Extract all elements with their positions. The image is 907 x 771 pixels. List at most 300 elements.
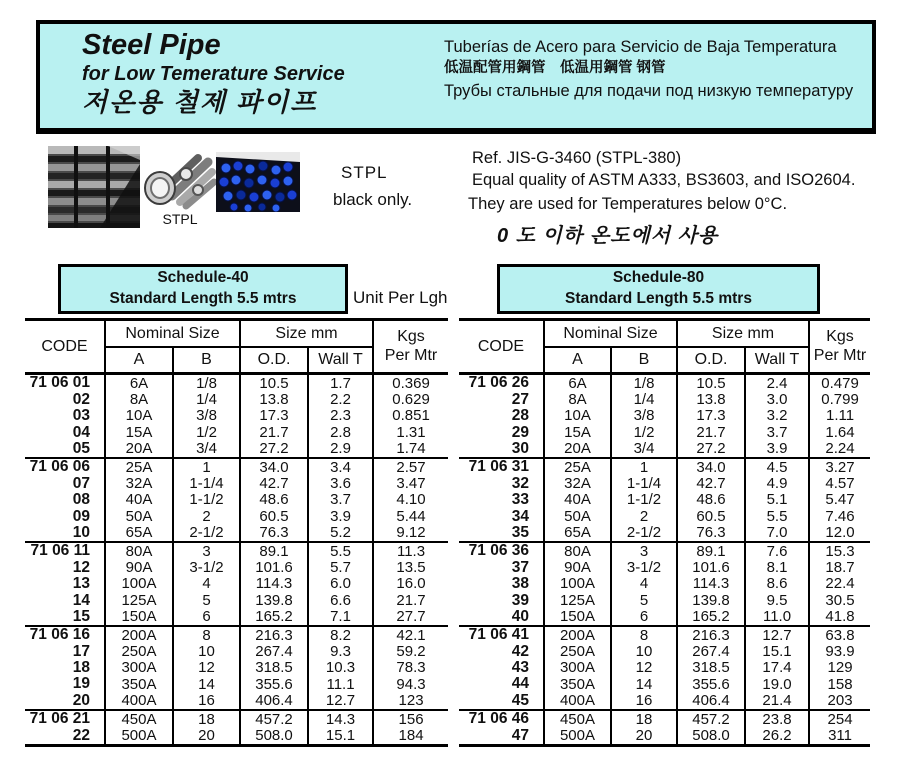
code-cell: 03 [72,407,90,425]
kgs-per-mtr-cell: 22.4 [809,576,870,592]
code-cell: 17 [72,642,90,660]
subtitle-russian: Трубы стальные для подачи под низкую температуру [444,82,854,101]
wall-t-cell: 14.3 [308,710,373,727]
pipe-table-row [25,710,448,727]
code-cell: 71 06 31 [459,458,544,475]
nominal-a-cell: 350A [544,676,611,692]
nominal-b-cell: 6 [173,608,240,625]
pipe-table-row [25,727,448,745]
kgs-per-mtr-cell: 5.44 [373,508,448,524]
nominal-b-cell: 18 [173,710,240,727]
pipe-table-row [25,559,448,575]
kgs-per-mtr-cell: 0.479 [809,374,870,392]
kgs-per-mtr-cell: 12.0 [809,525,870,542]
size-mm-header: Size mm [240,320,373,348]
kgs-per-mtr-cell: 129 [809,660,870,676]
subtitle-spanish: Tuberías de Acero para Servicio de Baja Temperatura [444,38,837,56]
nominal-a-cell: 8A [105,391,173,407]
code-cell: 14 [72,591,90,609]
wall-t-cell: 7.0 [745,525,809,542]
pipe-table-row [459,508,870,524]
code-cell: 42 [511,642,529,660]
nominal-a-cell: 100A [544,576,611,592]
od-cell: 34.0 [677,458,745,475]
od-cell: 17.3 [677,408,745,424]
stpl-grade-label: STPL [341,163,388,182]
code-cell: 71 06 11 [25,542,105,559]
nominal-b-cell: 3/4 [173,441,240,458]
nominal-size-header: Nominal Size [105,320,240,348]
ref-equal-quality-line: Equal quality of ASTM A333, BS3603, and ISO2604. [472,171,856,189]
code-cell: 38 [511,575,529,593]
pipe-table-row [25,408,448,424]
kgs-per-mtr-cell: 27.7 [373,608,448,625]
kgs-per-mtr-cell: 63.8 [809,626,870,643]
od-cell: 21.7 [677,424,745,440]
kgs-per-mtr-cell: 78.3 [373,660,448,676]
nominal-a-cell: 125A [544,592,611,608]
nominal-a-cell: 15A [105,424,173,440]
code-cell: 19 [72,675,90,693]
kgs-per-mtr-cell: 94.3 [373,676,448,692]
pipe-table-row [25,492,448,508]
nominal-b-cell: 1/4 [611,391,677,407]
nominal-b-cell: 6 [611,608,677,625]
schedule40-length: Standard Length 5.5 mtrs [109,290,297,307]
nominal-a-cell: 125A [105,592,173,608]
nominal-a-cell: 450A [544,710,611,727]
nominal-a-cell: 300A [105,660,173,676]
nominal-a-cell: 15A [544,424,611,440]
od-cell: 60.5 [677,508,745,524]
pipe-table-row [25,525,448,542]
od-cell: 76.3 [677,525,745,542]
nominal-b-cell: 1/2 [173,424,240,440]
code-cell: 05 [72,440,90,457]
nominal-a-cell: 90A [544,559,611,575]
pipe-table-row [25,676,448,692]
code-cell: 09 [72,507,90,525]
pipe-table-row [459,391,870,407]
kgs-per-mtr-cell: 0.629 [373,391,448,407]
nominal-size-header: Nominal Size [544,320,677,348]
od-cell: 17.3 [240,408,308,424]
schedule40-title: Schedule-40 [157,269,249,287]
nominal-b-cell: 1-1/2 [611,492,677,508]
nominal-b-cell: 16 [611,692,677,709]
nominal-a-cell: 20A [544,441,611,458]
nominal-a-cell: 25A [105,458,173,475]
pipe-table-row [459,408,870,424]
code-cell: 02 [72,390,90,408]
nominal-b-cell: 12 [173,660,240,676]
kgs-per-mtr-cell: 11.3 [373,542,448,559]
code-cell: 28 [511,407,529,425]
kgs-per-mtr-cell: 1.31 [373,424,448,440]
kgs-per-mtr-cell: 9.12 [373,525,448,542]
page-title-korean: 저온용 철제 파이프 [82,86,318,117]
schedule80-header-box [497,264,820,314]
nominal-b-cell: 1-1/4 [173,475,240,491]
pipe-table-row [25,374,448,392]
od-cell: 318.5 [240,660,308,676]
wall-t-cell: 2.8 [308,424,373,440]
nominal-b-cell: 2-1/2 [611,525,677,542]
code-cell: 71 06 36 [459,542,544,559]
wall-t-cell: 26.2 [745,727,809,745]
nominal-a-cell: 65A [544,525,611,542]
pipe-table-row [459,676,870,692]
nominal-b-cell: 20 [611,727,677,745]
wall-t-cell: 3.2 [745,408,809,424]
nominal-a-cell: 40A [544,492,611,508]
schedule40-table [25,318,448,747]
nominal-a-cell: 32A [544,475,611,491]
od-cell: 267.4 [240,643,308,659]
nominal-b-cell: 3-1/2 [173,559,240,575]
kgs-per-mtr-cell: 18.7 [809,559,870,575]
wall-t-cell: 2.2 [308,391,373,407]
od-cell: 89.1 [240,542,308,559]
wall-t-cell: 12.7 [745,626,809,643]
pipe-table-row [459,576,870,592]
kgs-per-mtr-cell: 311 [809,727,870,745]
pipe-table-row [459,660,870,676]
kgs-per-mtr-cell: 1.74 [373,441,448,458]
kgs-per-mtr-cell: 203 [809,692,870,709]
wall-t-header: Wall T [308,347,373,374]
kgs-per-mtr-cell: 16.0 [373,576,448,592]
wall-t-cell: 3.9 [308,508,373,524]
od-cell: 42.7 [677,475,745,491]
code-cell: 34 [511,507,529,525]
wall-t-cell: 9.3 [308,643,373,659]
stpl-color-note: black only. [333,190,413,209]
code-cell: 07 [72,474,90,492]
nominal-b-cell: 3-1/2 [611,559,677,575]
pipe-table-row [25,424,448,440]
kgs-per-mtr-cell: 21.7 [373,592,448,608]
nominal-a-cell: 500A [544,727,611,745]
nominal-b-header: B [173,347,240,374]
kgs-per-mtr-cell: 1.64 [809,424,870,440]
kgs-per-mtr-cell: 59.2 [373,643,448,659]
nominal-b-cell: 1-1/4 [611,475,677,491]
pipe-table-row [459,525,870,542]
wall-t-cell: 3.4 [308,458,373,475]
od-header: O.D. [240,347,308,374]
wall-t-cell: 5.5 [745,508,809,524]
wall-t-cell: 23.8 [745,710,809,727]
pipe-table-row [459,542,870,559]
kgs-per-mtr-cell: 184 [373,727,448,745]
kgs-per-mtr-cell: 93.9 [809,643,870,659]
pipe-table-row [25,475,448,491]
nominal-b-cell: 16 [173,692,240,709]
code-cell: 40 [511,607,529,625]
od-cell: 27.2 [240,441,308,458]
od-cell: 139.8 [240,592,308,608]
nominal-a-cell: 6A [105,374,173,392]
wall-t-header: Wall T [745,347,809,374]
od-cell: 27.2 [677,441,745,458]
wall-t-cell: 2.4 [745,374,809,392]
wall-t-cell: 2.3 [308,408,373,424]
nominal-a-cell: 100A [105,576,173,592]
nominal-b-cell: 10 [173,643,240,659]
nominal-a-cell: 50A [105,508,173,524]
wall-t-cell: 15.1 [308,727,373,745]
kgs-per-mtr-cell: 13.5 [373,559,448,575]
ref-usage-line: They are used for Temperatures below 0°C. [468,195,788,213]
nominal-a-header: A [105,347,173,374]
od-cell: 13.8 [677,391,745,407]
code-cell: 71 06 46 [459,710,544,727]
kgs-per-mtr-cell: 7.46 [809,508,870,524]
od-cell: 34.0 [240,458,308,475]
nominal-b-cell: 8 [173,626,240,643]
nominal-b-cell: 3 [611,542,677,559]
od-cell: 406.4 [677,692,745,709]
wall-t-cell: 5.7 [308,559,373,575]
od-cell: 114.3 [240,576,308,592]
nominal-a-header: A [544,347,611,374]
pipe-table-row [459,710,870,727]
kgs-per-mtr-cell: 158 [809,676,870,692]
code-cell: 35 [511,523,529,541]
code-cell: 43 [511,659,529,677]
pipe-table-row [25,692,448,709]
nominal-b-cell: 1 [611,458,677,475]
nominal-b-cell: 1/8 [611,374,677,392]
code-cell: 15 [72,607,90,625]
nominal-b-cell: 4 [611,576,677,592]
nominal-a-cell: 400A [105,692,173,709]
nominal-b-cell: 1-1/2 [173,492,240,508]
schedule80-length: Standard Length 5.5 mtrs [565,290,752,307]
kgs-per-mtr-cell: 15.3 [809,542,870,559]
pipe-table-row [459,492,870,508]
od-header: O.D. [677,347,745,374]
wall-t-cell: 3.7 [308,492,373,508]
od-cell: 48.6 [240,492,308,508]
code-cell: 10 [72,523,90,541]
pipe-table-row [459,441,870,458]
nominal-b-cell: 12 [611,660,677,676]
code-cell: 37 [511,558,529,576]
schedule80-title: Schedule-80 [612,269,705,287]
pipe-table-row [459,592,870,608]
kgs-per-mtr-cell: 4.57 [809,475,870,491]
nominal-b-cell: 8 [611,626,677,643]
pipe-table-row [459,559,870,575]
od-cell: 165.2 [240,608,308,625]
pipe-table-row [459,626,870,643]
kgs-per-mtr-cell: 1.11 [809,408,870,424]
od-cell: 355.6 [677,676,745,692]
nominal-b-cell: 1/2 [611,424,677,440]
nominal-a-cell: 150A [544,608,611,625]
nominal-a-cell: 450A [105,710,173,727]
pipe-table-row [459,458,870,475]
code-cell: 12 [72,558,90,576]
page-subtitle-en: for Low Temerature Service [82,62,345,85]
code-cell: 08 [72,491,90,509]
page-title: Steel Pipe [82,29,221,61]
wall-t-cell: 5.5 [308,542,373,559]
nominal-a-cell: 10A [544,408,611,424]
nominal-a-cell: 6A [544,374,611,392]
kgs-per-mtr-cell: 254 [809,710,870,727]
kgs-per-mtr-cell: 123 [373,692,448,709]
wall-t-cell: 8.1 [745,559,809,575]
nominal-b-cell: 18 [611,710,677,727]
nominal-a-cell: 80A [105,542,173,559]
od-cell: 406.4 [240,692,308,709]
schedule40-header-box [58,264,348,314]
kgs-per-mtr-cell: 2.57 [373,458,448,475]
od-cell: 139.8 [677,592,745,608]
wall-t-cell: 15.1 [745,643,809,659]
pipe-table-row [459,475,870,491]
nominal-b-cell: 3/4 [611,441,677,458]
od-cell: 267.4 [677,643,745,659]
nominal-a-cell: 65A [105,525,173,542]
nominal-b-cell: 1/8 [173,374,240,392]
title-right [438,24,853,128]
nominal-b-cell: 2 [173,508,240,524]
code-cell: 29 [511,423,529,441]
od-cell: 457.2 [677,710,745,727]
size-mm-header: Size mm [677,320,809,348]
nominal-a-cell: 150A [105,608,173,625]
nominal-a-cell: 250A [105,643,173,659]
code-cell: 04 [72,423,90,441]
od-cell: 355.6 [240,676,308,692]
nominal-b-cell: 1/4 [173,391,240,407]
code-cell: 27 [511,390,529,408]
od-cell: 101.6 [677,559,745,575]
code-cell: 71 06 41 [459,626,544,643]
ref-usage-korean: 0 도 이하 온도에서 사용 [497,225,719,247]
code-cell: 71 06 21 [25,710,105,727]
code-cell: 45 [511,691,529,709]
nominal-a-cell: 80A [544,542,611,559]
wall-t-cell: 19.0 [745,676,809,692]
od-cell: 21.7 [240,424,308,440]
kgs-per-mtr-cell: 3.27 [809,458,870,475]
nominal-b-cell: 14 [611,676,677,692]
wall-t-cell: 2.9 [308,441,373,458]
kgs-per-mtr-cell: 30.5 [809,592,870,608]
nominal-a-cell: 200A [544,626,611,643]
od-cell: 216.3 [677,626,745,643]
code-cell: 71 06 26 [459,374,544,392]
od-cell: 508.0 [677,727,745,745]
code-cell: 20 [72,691,90,709]
od-cell: 13.8 [240,391,308,407]
kgs-per-mtr-header: Kgs Per Mtr [373,320,448,374]
blue-pipes-photo [216,152,300,212]
wall-t-cell: 6.6 [308,592,373,608]
nominal-a-cell: 20A [105,441,173,458]
nominal-a-cell: 25A [544,458,611,475]
pipe-table-row [459,424,870,440]
title-left [40,24,438,128]
pipe-table-row [25,458,448,475]
pipe-table-row [25,542,448,559]
wall-t-cell: 4.9 [745,475,809,491]
code-cell: 30 [511,440,529,457]
pipe-table-row [25,592,448,608]
nominal-b-cell: 5 [173,592,240,608]
od-cell: 508.0 [240,727,308,745]
code-cell: 71 06 06 [25,458,105,475]
wall-t-cell: 6.0 [308,576,373,592]
photo-caption-stpl: STPL [162,211,198,227]
wall-t-cell: 3.0 [745,391,809,407]
pipe-table-row [25,441,448,458]
nominal-a-cell: 300A [544,660,611,676]
pipe-bundle-photo [142,152,218,210]
wall-t-cell: 3.6 [308,475,373,491]
code-cell: 71 06 16 [25,626,105,643]
kgs-per-mtr-header: Kgs Per Mtr [809,320,870,374]
pipe-table-row [25,391,448,407]
code-cell: 18 [72,659,90,677]
wall-t-cell: 3.9 [745,441,809,458]
od-cell: 60.5 [240,508,308,524]
wall-t-cell: 7.1 [308,608,373,625]
wall-t-cell: 4.5 [745,458,809,475]
wall-t-cell: 11.1 [308,676,373,692]
kgs-per-mtr-cell: 0.851 [373,408,448,424]
od-cell: 76.3 [240,525,308,542]
pipe-table-row [25,660,448,676]
pipe-table-row [25,508,448,524]
code-cell: 13 [72,575,90,593]
nominal-a-cell: 200A [105,626,173,643]
od-cell: 42.7 [240,475,308,491]
pipe-table-row [25,626,448,643]
code-cell: 44 [511,675,529,693]
kgs-per-mtr-cell: 2.24 [809,441,870,458]
nominal-b-cell: 1 [173,458,240,475]
nominal-a-cell: 250A [544,643,611,659]
title-block [36,20,876,134]
nominal-a-cell: 8A [544,391,611,407]
wall-t-cell: 17.4 [745,660,809,676]
kgs-per-mtr-cell: 42.1 [373,626,448,643]
wall-t-cell: 3.7 [745,424,809,440]
nominal-b-cell: 5 [611,592,677,608]
nominal-b-cell: 3/8 [173,408,240,424]
od-cell: 10.5 [240,374,308,392]
nominal-b-cell: 14 [173,676,240,692]
kgs-per-mtr-cell: 0.369 [373,374,448,392]
ref-standard-line: Ref. JIS-G-3460 (STPL-380) [472,149,682,167]
od-cell: 318.5 [677,660,745,676]
wall-t-cell: 7.6 [745,542,809,559]
nominal-a-cell: 400A [544,692,611,709]
nominal-b-cell: 20 [173,727,240,745]
kgs-per-mtr-cell: 5.47 [809,492,870,508]
wall-t-cell: 5.1 [745,492,809,508]
od-cell: 101.6 [240,559,308,575]
code-cell: 32 [511,474,529,492]
nominal-a-cell: 90A [105,559,173,575]
wall-t-cell: 5.2 [308,525,373,542]
